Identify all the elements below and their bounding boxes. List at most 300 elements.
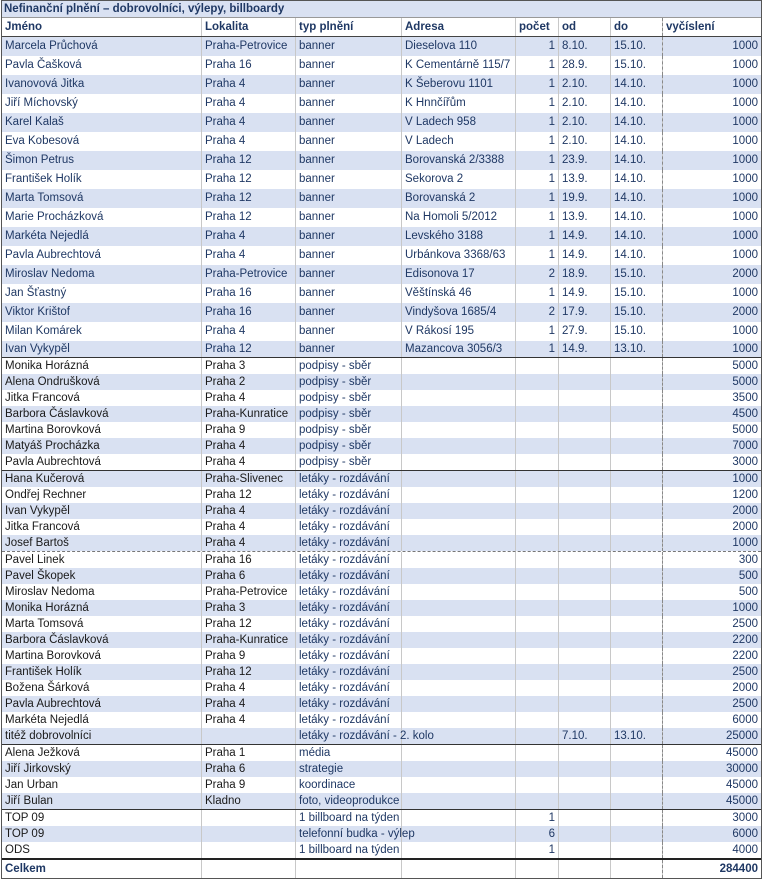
- cell-adresa: Dieselova 110: [402, 37, 516, 56]
- cell-od: [559, 584, 611, 600]
- table-row: [2, 341, 761, 357]
- table-row: [2, 246, 761, 265]
- table-row: [2, 793, 761, 809]
- table-row: [2, 438, 761, 454]
- cell-lokalita: Praha-Kunratice: [202, 632, 296, 648]
- cell-od: [559, 552, 611, 568]
- cell-pocet: [516, 503, 559, 519]
- cell-pocet: 1: [516, 284, 559, 303]
- cell-lokalita: [202, 842, 296, 858]
- cell-adresa: [402, 810, 516, 826]
- table-row: [2, 470, 761, 487]
- total-label: Celkem: [2, 860, 202, 878]
- cell-jmeno: Monika Horázná: [2, 358, 202, 374]
- cell-od: 14.9.: [559, 341, 611, 357]
- cell-pocet: [516, 777, 559, 793]
- cell-pocet: [516, 728, 559, 744]
- cell-lokalita: Praha 4: [202, 535, 296, 551]
- table-row: [2, 189, 761, 208]
- cell-lokalita: Praha 9: [202, 777, 296, 793]
- cell-jmeno: František Holík: [2, 170, 202, 189]
- cell-adresa: [402, 761, 516, 777]
- cell-jmeno: Viktor Krištof: [2, 303, 202, 322]
- sheet-title: Nefinanční plnění – dobrovolníci, výlepy, billboardy: [2, 1, 761, 18]
- table-row: [2, 761, 761, 777]
- table-row: [2, 535, 761, 551]
- cell-pocet: 1: [516, 75, 559, 94]
- cell-typ: letáky - rozdávání: [296, 632, 402, 648]
- cell-od: [559, 777, 611, 793]
- cell-vycisleni: 7000: [662, 438, 761, 454]
- cell-jmeno: Jiří Jirkovský: [2, 761, 202, 777]
- cell-typ: letáky - rozdávání: [296, 519, 402, 535]
- cell-lokalita: Praha 16: [202, 56, 296, 75]
- table-row: [2, 303, 761, 322]
- cell-od: [559, 390, 611, 406]
- cell-jmeno: Milan Komárek: [2, 322, 202, 341]
- cell-jmeno: Ivan Vykypěl: [2, 341, 202, 357]
- cell-typ: letáky - rozdávání: [296, 584, 402, 600]
- cell-do: [611, 793, 663, 809]
- cell-do: 15.10.: [611, 56, 663, 75]
- cell-adresa: K Šeberovu 1101: [402, 75, 516, 94]
- cell-od: 14.9.: [559, 227, 611, 246]
- cell-adresa: Borovanská 2/3388: [402, 151, 516, 170]
- table-row: [2, 503, 761, 519]
- cell-pocet: 1: [516, 322, 559, 341]
- cell-do: [611, 422, 663, 438]
- cell-od: 2.10.: [559, 75, 611, 94]
- cell-pocet: [516, 519, 559, 535]
- cell-vycisleni: 45000: [662, 777, 761, 793]
- cell-do: 14.10.: [611, 75, 663, 94]
- table-row: [2, 519, 761, 535]
- cell-jmeno: Alena Ondrušková: [2, 374, 202, 390]
- cell-adresa: Věštínská 46: [402, 284, 516, 303]
- cell-adresa: V Ladech: [402, 132, 516, 151]
- col-header-typ: typ plnění: [296, 18, 402, 36]
- cell-pocet: [516, 406, 559, 422]
- cell-vycisleni: 4000: [662, 842, 761, 858]
- cell-adresa: Na Homoli 5/2012: [402, 208, 516, 227]
- cell-typ: letáky - rozdávání: [296, 471, 402, 487]
- cell-jmeno: Hana Kučerová: [2, 471, 202, 487]
- cell-adresa: K Cementárně 115/7: [402, 56, 516, 75]
- table-row: [2, 584, 761, 600]
- cell-vycisleni: 1000: [662, 189, 761, 208]
- cell-lokalita: Praha 12: [202, 341, 296, 357]
- cell-adresa: [402, 535, 516, 551]
- cell-vycisleni: 500: [662, 568, 761, 584]
- cell-pocet: 1: [516, 810, 559, 826]
- cell-lokalita: Praha 16: [202, 303, 296, 322]
- cell-lokalita: Praha 4: [202, 696, 296, 712]
- cell-do: [611, 374, 663, 390]
- cell-od: [559, 374, 611, 390]
- table-row: [2, 422, 761, 438]
- cell-pocet: [516, 552, 559, 568]
- cell-typ: banner: [296, 341, 402, 357]
- cell-do: [611, 664, 663, 680]
- cell-pocet: [516, 793, 559, 809]
- cell-typ: média: [296, 745, 402, 761]
- cell-pocet: 1: [516, 94, 559, 113]
- cell-typ: letáky - rozdávání: [296, 696, 402, 712]
- cell-vycisleni: 3500: [662, 390, 761, 406]
- cell-typ: letáky - rozdávání - 2. kolo: [296, 728, 402, 744]
- cell-lokalita: Praha 12: [202, 170, 296, 189]
- cell-od: [559, 422, 611, 438]
- cell-adresa: [402, 584, 516, 600]
- cell-typ: banner: [296, 75, 402, 94]
- cell-do: [611, 680, 663, 696]
- cell-do: [611, 810, 663, 826]
- cell-vycisleni: 1000: [662, 246, 761, 265]
- cell-typ: banner: [296, 322, 402, 341]
- cell-jmeno: Martina Borovková: [2, 422, 202, 438]
- cell-od: [559, 535, 611, 551]
- cell-do: [611, 826, 663, 842]
- cell-adresa: [402, 793, 516, 809]
- cell-od: [559, 793, 611, 809]
- cell-lokalita: [202, 810, 296, 826]
- cell-jmeno: Markéta Nejedlá: [2, 712, 202, 728]
- cell-vycisleni: 2000: [662, 303, 761, 322]
- cell-adresa: [402, 777, 516, 793]
- cell-adresa: V Rákosí 195: [402, 322, 516, 341]
- cell-od: 13.9.: [559, 170, 611, 189]
- cell-lokalita: [202, 826, 296, 842]
- cell-do: 15.10.: [611, 322, 663, 341]
- cell-jmeno: Martina Borovková: [2, 648, 202, 664]
- cell-jmeno: TOP 09: [2, 826, 202, 842]
- cell-vycisleni: 1000: [662, 113, 761, 132]
- cell-lokalita: Praha-Petrovice: [202, 37, 296, 56]
- table-row: [2, 94, 761, 113]
- cell-lokalita: Praha 4: [202, 246, 296, 265]
- cell-typ: podpisy - sběr: [296, 454, 402, 470]
- cell-pocet: [516, 568, 559, 584]
- cell-lokalita: Praha 4: [202, 94, 296, 113]
- cell-od: [559, 810, 611, 826]
- cell-od: [559, 487, 611, 503]
- cell-typ: letáky - rozdávání: [296, 552, 402, 568]
- cell-jmeno: Marcela Průchová: [2, 37, 202, 56]
- cell-typ: foto, videoprodukce: [296, 793, 402, 809]
- cell-pocet: 6: [516, 826, 559, 842]
- cell-adresa: [402, 842, 516, 858]
- cell-lokalita: Praha-Slivenec: [202, 471, 296, 487]
- cell-adresa: Borovanská 2: [402, 189, 516, 208]
- table-row: [2, 809, 761, 826]
- cell-od: [559, 358, 611, 374]
- cell-vycisleni: 1000: [662, 170, 761, 189]
- cell-pocet: 1: [516, 189, 559, 208]
- cell-vycisleni: 1000: [662, 151, 761, 170]
- table-row: [2, 696, 761, 712]
- cell-pocet: 1: [516, 113, 559, 132]
- cell-od: [559, 568, 611, 584]
- cell-lokalita: Praha 4: [202, 227, 296, 246]
- cell-do: 14.10.: [611, 208, 663, 227]
- cell-lokalita: [202, 728, 296, 744]
- cell-od: [559, 664, 611, 680]
- total-row: [2, 858, 761, 878]
- cell-jmeno: titéž dobrovolníci: [2, 728, 202, 744]
- cell-adresa: Levského 3188: [402, 227, 516, 246]
- cell-adresa: [402, 374, 516, 390]
- cell-adresa: [402, 632, 516, 648]
- cell-typ: banner: [296, 246, 402, 265]
- cell-jmeno: Ivanovová Jitka: [2, 75, 202, 94]
- table-row: [2, 728, 761, 744]
- cell-jmeno: Jiří Míchovský: [2, 94, 202, 113]
- col-header-do: do: [611, 18, 663, 36]
- cell-jmeno: Markéta Nejedlá: [2, 227, 202, 246]
- cell-od: [559, 696, 611, 712]
- cell-jmeno: Jitka Francová: [2, 519, 202, 535]
- cell-do: 14.10.: [611, 170, 663, 189]
- cell-do: [611, 568, 663, 584]
- cell-adresa: [402, 826, 516, 842]
- col-header-jmeno: Jméno: [2, 18, 202, 36]
- cell-lokalita: Kladno: [202, 793, 296, 809]
- col-header-vycisleni: vyčíslení: [662, 18, 761, 36]
- cell-vycisleni: 45000: [662, 745, 761, 761]
- table-row: [2, 680, 761, 696]
- cell-typ: banner: [296, 284, 402, 303]
- cell-jmeno: Alena Ježková: [2, 745, 202, 761]
- table-row: [2, 284, 761, 303]
- cell-vycisleni: 2000: [662, 519, 761, 535]
- cell-typ: banner: [296, 189, 402, 208]
- cell-od: 14.9.: [559, 246, 611, 265]
- cell-adresa: [402, 648, 516, 664]
- cell-do: 14.10.: [611, 113, 663, 132]
- col-header-pocet: počet: [516, 18, 559, 36]
- cell-vycisleni: 1000: [662, 132, 761, 151]
- cell-od: [559, 503, 611, 519]
- cell-od: [559, 648, 611, 664]
- cell-vycisleni: 2500: [662, 616, 761, 632]
- cell-jmeno: Barbora Čáslavková: [2, 632, 202, 648]
- cell-lokalita: Praha 3: [202, 358, 296, 374]
- cell-typ: banner: [296, 113, 402, 132]
- table-row: [2, 374, 761, 390]
- cell-od: 19.9.: [559, 189, 611, 208]
- cell-vycisleni: 1000: [662, 37, 761, 56]
- cell-do: [611, 535, 663, 551]
- table-row: [2, 648, 761, 664]
- cell-do: [611, 487, 663, 503]
- cell-do: [611, 519, 663, 535]
- cell-adresa: [402, 600, 516, 616]
- cell-typ: podpisy - sběr: [296, 390, 402, 406]
- cell-jmeno: Marta Tomsová: [2, 189, 202, 208]
- cell-adresa: V Ladech 958: [402, 113, 516, 132]
- cell-vycisleni: 2000: [662, 265, 761, 284]
- cell-od: 18.9.: [559, 265, 611, 284]
- cell-typ: letáky - rozdávání: [296, 600, 402, 616]
- cell-pocet: 1: [516, 56, 559, 75]
- cell-jmeno: Pavla Aubrechtová: [2, 246, 202, 265]
- table-body: [2, 37, 761, 858]
- cell-vycisleni: 1000: [662, 471, 761, 487]
- cell-od: 27.9.: [559, 322, 611, 341]
- cell-adresa: [402, 680, 516, 696]
- cell-jmeno: Pavla Čašková: [2, 56, 202, 75]
- cell-pocet: 1: [516, 132, 559, 151]
- cell-typ: letáky - rozdávání: [296, 535, 402, 551]
- cell-vycisleni: 6000: [662, 826, 761, 842]
- cell-adresa: [402, 471, 516, 487]
- cell-pocet: 1: [516, 208, 559, 227]
- cell-typ: banner: [296, 170, 402, 189]
- cell-do: 14.10.: [611, 94, 663, 113]
- cell-lokalita: Praha 4: [202, 113, 296, 132]
- cell-lokalita: Praha 4: [202, 322, 296, 341]
- cell-jmeno: Pavla Aubrechtová: [2, 454, 202, 470]
- cell-pocet: [516, 696, 559, 712]
- cell-do: [611, 406, 663, 422]
- cell-pocet: [516, 616, 559, 632]
- cell-od: 28.9.: [559, 56, 611, 75]
- cell-adresa: [402, 390, 516, 406]
- cell-jmeno: Eva Kobesová: [2, 132, 202, 151]
- cell-jmeno: Ondřej Rechner: [2, 487, 202, 503]
- cell-adresa: Mazancova 3056/3: [402, 341, 516, 357]
- table-row: [2, 616, 761, 632]
- total-value: 284400: [662, 860, 761, 878]
- cell-lokalita: Praha 9: [202, 648, 296, 664]
- cell-pocet: [516, 358, 559, 374]
- cell-jmeno: Karel Kalaš: [2, 113, 202, 132]
- table-row: [2, 454, 761, 470]
- cell-od: [559, 680, 611, 696]
- cell-vycisleni: 25000: [662, 728, 761, 744]
- cell-lokalita: Praha 4: [202, 75, 296, 94]
- cell-do: [611, 600, 663, 616]
- cell-vycisleni: 2000: [662, 680, 761, 696]
- cell-lokalita: Praha 4: [202, 503, 296, 519]
- cell-typ: banner: [296, 56, 402, 75]
- cell-pocet: [516, 648, 559, 664]
- cell-adresa: [402, 616, 516, 632]
- cell-typ: letáky - rozdávání: [296, 664, 402, 680]
- cell-lokalita: Praha 12: [202, 151, 296, 170]
- cell-adresa: Edisonova 17: [402, 265, 516, 284]
- cell-lokalita: Praha 16: [202, 284, 296, 303]
- cell-do: 15.10.: [611, 284, 663, 303]
- header-row: [2, 18, 761, 37]
- table-row: [2, 151, 761, 170]
- cell-pocet: [516, 761, 559, 777]
- cell-lokalita: Praha 2: [202, 374, 296, 390]
- cell-lokalita: Praha 4: [202, 390, 296, 406]
- cell-do: [611, 632, 663, 648]
- cell-vycisleni: 3000: [662, 810, 761, 826]
- cell-adresa: [402, 454, 516, 470]
- cell-od: [559, 745, 611, 761]
- cell-do: [611, 712, 663, 728]
- cell-vycisleni: 3000: [662, 454, 761, 470]
- table-row: [2, 406, 761, 422]
- cell-typ: podpisy - sběr: [296, 438, 402, 454]
- cell-typ: koordinace: [296, 777, 402, 793]
- cell-adresa: [402, 519, 516, 535]
- cell-do: [611, 584, 663, 600]
- cell-lokalita: Praha 1: [202, 745, 296, 761]
- cell-typ: letáky - rozdávání: [296, 712, 402, 728]
- cell-jmeno: Božena Šárková: [2, 680, 202, 696]
- col-header-lokalita: Lokalita: [202, 18, 296, 36]
- cell-jmeno: TOP 09: [2, 810, 202, 826]
- cell-do: [611, 390, 663, 406]
- cell-pocet: [516, 600, 559, 616]
- cell-vycisleni: 5000: [662, 422, 761, 438]
- cell-od: [559, 632, 611, 648]
- cell-pocet: [516, 584, 559, 600]
- cell-adresa: [402, 422, 516, 438]
- table-row: [2, 744, 761, 761]
- cell-do: 14.10.: [611, 132, 663, 151]
- cell-jmeno: Josef Bartoš: [2, 535, 202, 551]
- cell-vycisleni: 500: [662, 584, 761, 600]
- cell-pocet: [516, 680, 559, 696]
- cell-do: [611, 552, 663, 568]
- cell-lokalita: Praha 4: [202, 519, 296, 535]
- cell-od: [559, 454, 611, 470]
- cell-vycisleni: 4500: [662, 406, 761, 422]
- cell-pocet: 2: [516, 303, 559, 322]
- cell-typ: letáky - rozdávání: [296, 648, 402, 664]
- cell-typ: telefonní budka - výlep: [296, 826, 402, 842]
- cell-pocet: 1: [516, 341, 559, 357]
- cell-do: [611, 503, 663, 519]
- cell-do: [611, 616, 663, 632]
- cell-od: [559, 616, 611, 632]
- cell-vycisleni: 1000: [662, 341, 761, 357]
- cell-typ: banner: [296, 132, 402, 151]
- cell-vycisleni: 5000: [662, 358, 761, 374]
- cell-lokalita: Praha-Kunratice: [202, 406, 296, 422]
- table-row: [2, 265, 761, 284]
- table-row: [2, 113, 761, 132]
- cell-vycisleni: 30000: [662, 761, 761, 777]
- cell-pocet: 1: [516, 842, 559, 858]
- cell-adresa: [402, 745, 516, 761]
- cell-od: [559, 826, 611, 842]
- cell-jmeno: František Holík: [2, 664, 202, 680]
- cell-do: 14.10.: [611, 151, 663, 170]
- cell-vycisleni: 300: [662, 552, 761, 568]
- cell-pocet: [516, 487, 559, 503]
- cell-jmeno: Barbora Čáslavková: [2, 406, 202, 422]
- cell-vycisleni: 1000: [662, 322, 761, 341]
- cell-typ: podpisy - sběr: [296, 358, 402, 374]
- table-row: [2, 777, 761, 793]
- cell-jmeno: Pavel Linek: [2, 552, 202, 568]
- cell-pocet: [516, 438, 559, 454]
- cell-do: 14.10.: [611, 246, 663, 265]
- table-row: [2, 56, 761, 75]
- cell-jmeno: Marta Tomsová: [2, 616, 202, 632]
- cell-typ: banner: [296, 208, 402, 227]
- cell-jmeno: Pavel Škopek: [2, 568, 202, 584]
- cell-typ: banner: [296, 37, 402, 56]
- cell-vycisleni: 2200: [662, 648, 761, 664]
- cell-vycisleni: 1000: [662, 56, 761, 75]
